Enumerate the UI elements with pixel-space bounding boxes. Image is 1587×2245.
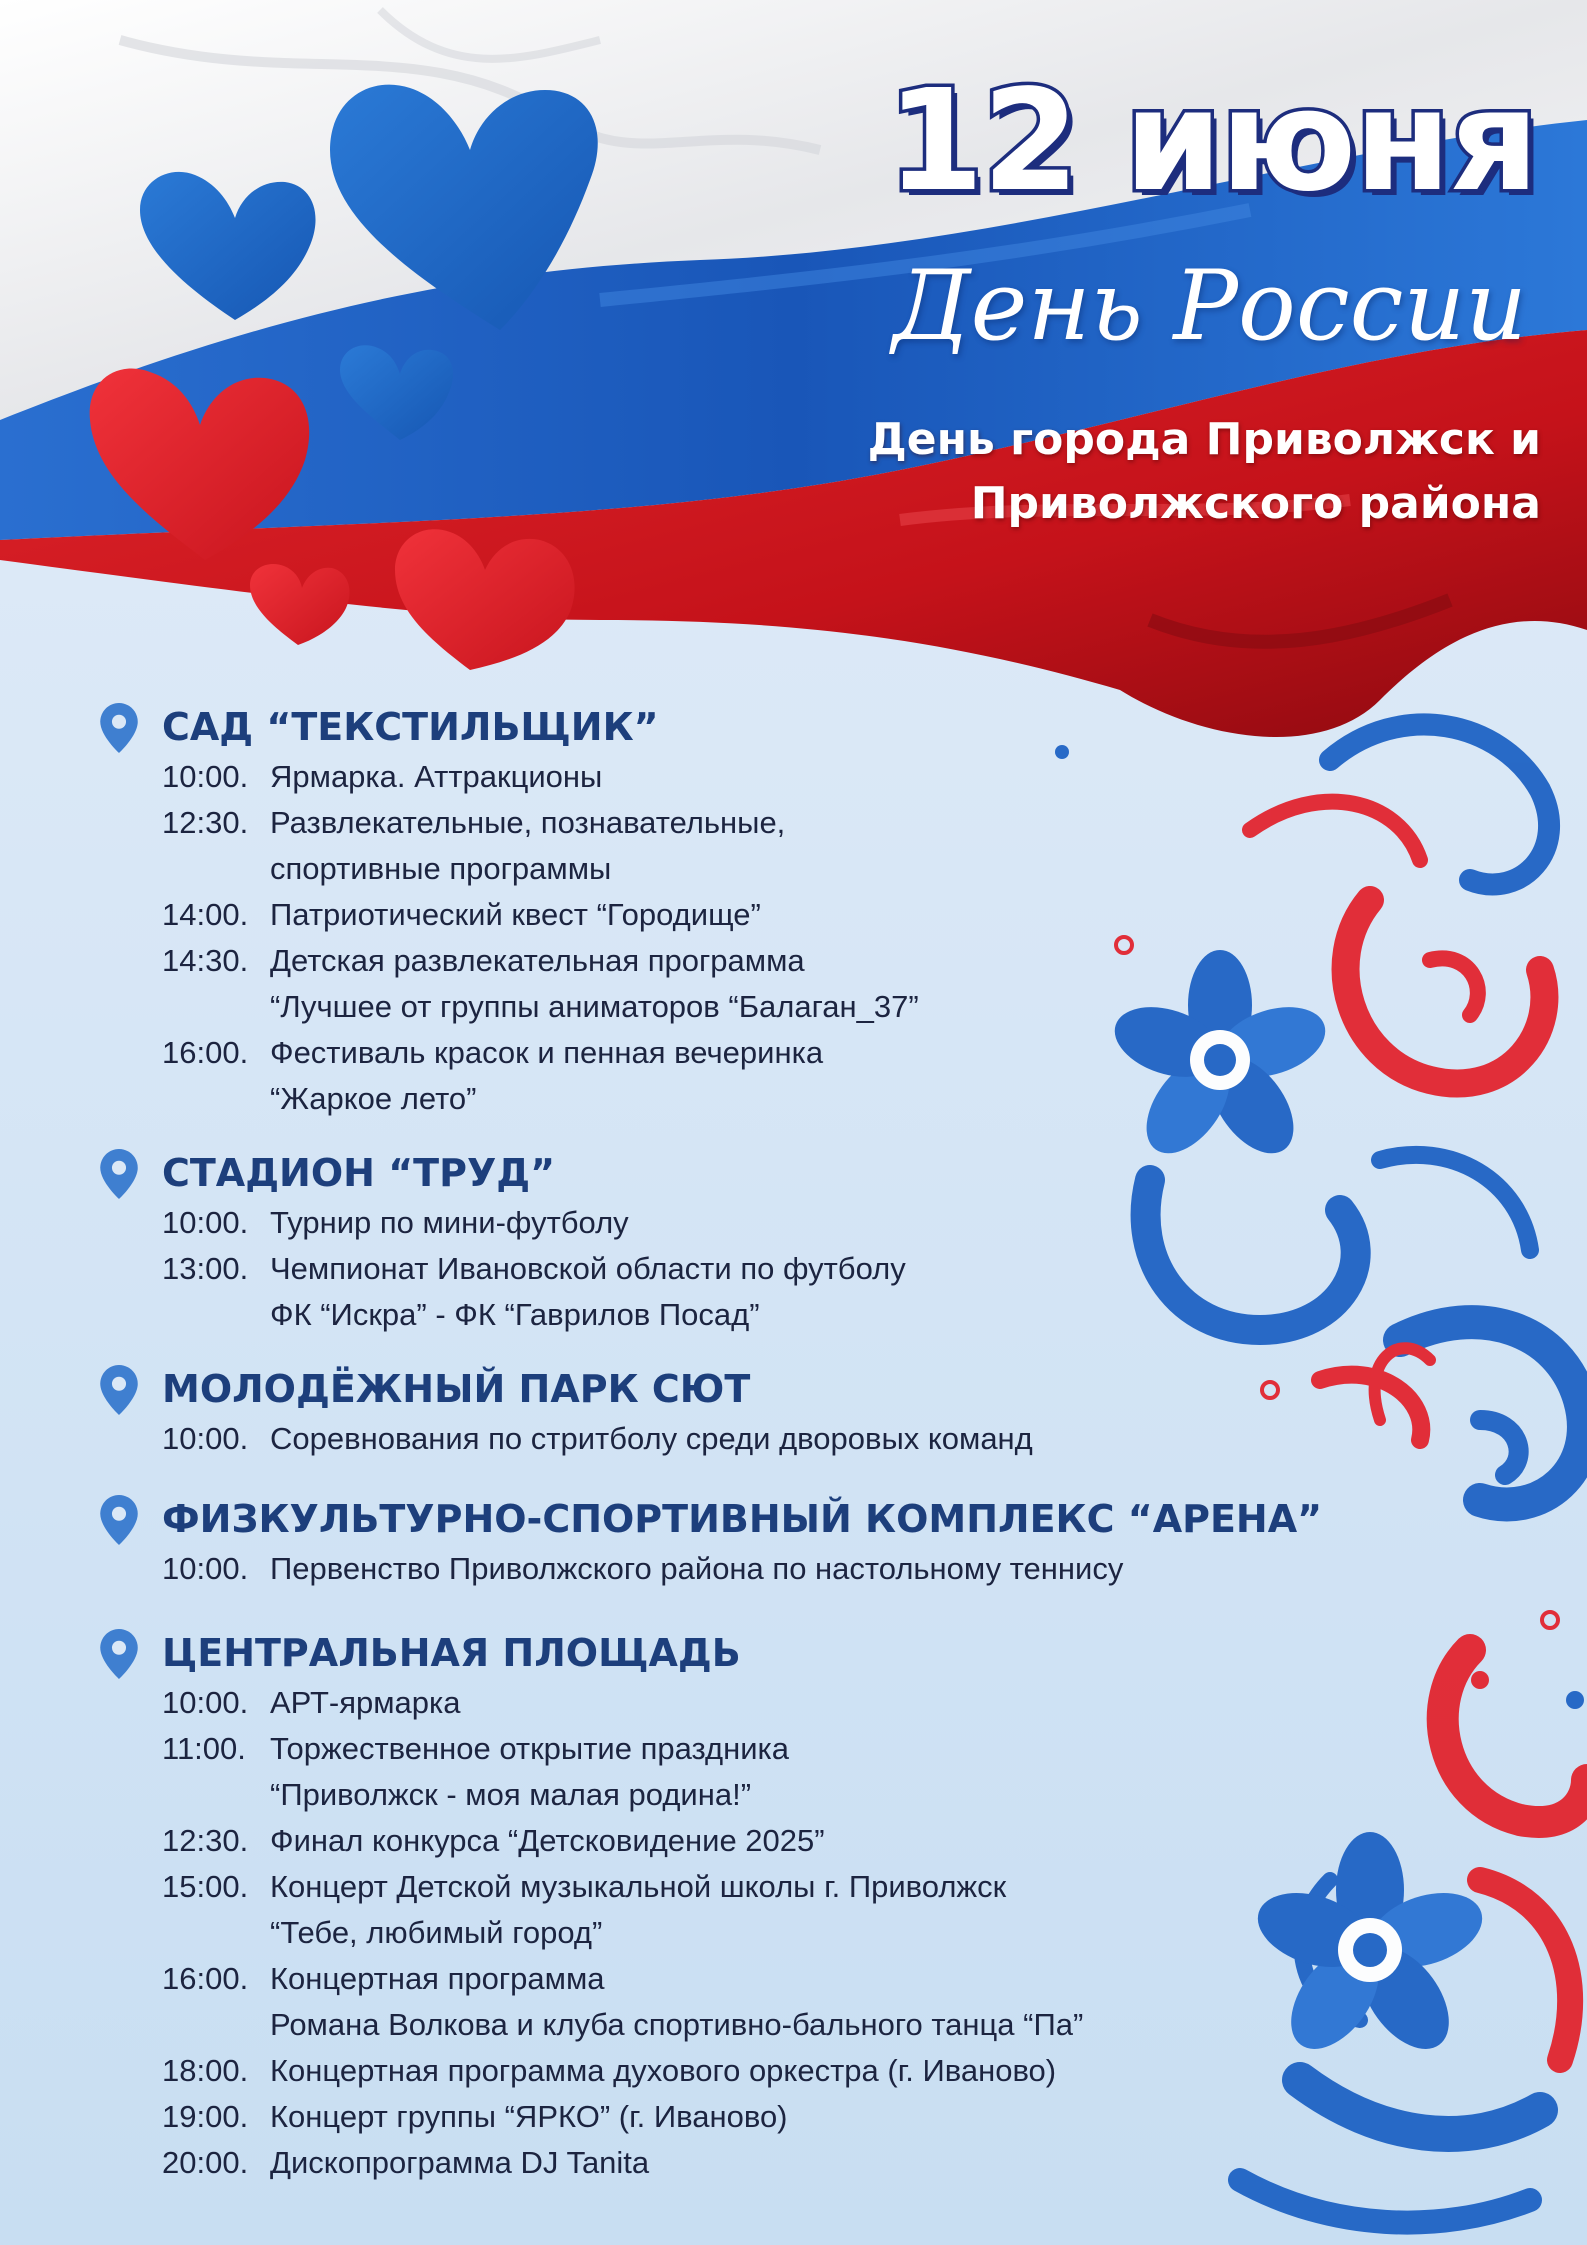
event-title-continued: спортивные программы — [270, 851, 612, 886]
event-item — [162, 1680, 1083, 1726]
event-title: Концерт группы “ЯРКО” (г. Иваново) — [270, 2099, 788, 2134]
event-item — [162, 754, 919, 800]
city-day-subtitle — [868, 408, 1541, 536]
section-header — [100, 1146, 906, 1200]
map-pin-icon — [100, 1365, 138, 1415]
event-title-continued: “Жаркое лето” — [270, 1081, 477, 1116]
event-time: 14:00. — [162, 897, 249, 932]
event-time: 10:00. — [162, 1421, 249, 1456]
event-item — [162, 1726, 1083, 1818]
map-pin-icon — [100, 1629, 138, 1679]
event-time: 13:00. — [162, 1251, 249, 1286]
date-heading: 12 июня — [886, 60, 1537, 223]
event-time: 10:00. — [162, 1551, 249, 1586]
event-title: Фестиваль красок и пенная вечеринка — [270, 1035, 824, 1070]
event-title: Концертная программа — [270, 1961, 605, 1996]
section-title: САД “ТЕКСТИЛЬЩИК” — [162, 705, 659, 749]
event-title-continued: ФК “Искра” - ФК “Гаврилов Посад” — [270, 1297, 760, 1332]
event-title-continued: “Лучшее от группы аниматоров “Балаган_37” — [270, 989, 919, 1024]
event-title: Патриотический квест “Городище” — [270, 897, 761, 932]
section-sad-textilshchik — [100, 700, 919, 1122]
section-title: ФИЗКУЛЬТУРНО-СПОРТИВНЫЙ КОМПЛЕКС “АРЕНА” — [162, 1497, 1323, 1541]
event-title-continued: Романа Волкова и клуба спортивно-бального танца “Па” — [270, 2007, 1084, 2042]
event-item — [162, 1246, 906, 1338]
map-pin-icon — [100, 1495, 138, 1545]
event-item — [162, 1956, 1083, 2048]
event-item — [162, 2140, 1083, 2186]
event-time: 12:30. — [162, 1823, 249, 1858]
event-time: 20:00. — [162, 2145, 249, 2180]
event-item — [162, 1818, 1083, 1864]
section-header — [100, 1492, 1323, 1546]
event-time: 12:30. — [162, 805, 249, 840]
event-title: АРТ-ярмарка — [270, 1685, 461, 1720]
event-item — [162, 1030, 919, 1122]
subtitle-line-2: Приволжского района — [970, 478, 1541, 529]
event-title: Концертная программа духового оркестра (г. Иваново) — [270, 2053, 1057, 2088]
event-time: 18:00. — [162, 2053, 249, 2088]
map-pin-icon — [100, 1149, 138, 1199]
event-title: Торжественное открытие праздника — [270, 1731, 790, 1766]
event-item — [162, 800, 919, 892]
event-title: Чемпионат Ивановской области по футболу — [270, 1251, 906, 1286]
event-title: Финал конкурса “Детсковидение 2025” — [270, 1823, 825, 1858]
event-time: 10:00. — [162, 1205, 249, 1240]
event-time: 16:00. — [162, 1961, 249, 1996]
event-item — [162, 1864, 1083, 1956]
event-time: 14:30. — [162, 943, 249, 978]
section-centralnaya-ploshchad — [100, 1626, 1083, 2186]
folk-ornament — [1055, 724, 1587, 2222]
event-title: Ярмарка. Аттракционы — [270, 759, 603, 794]
event-item — [162, 2094, 1083, 2140]
event-item — [162, 1200, 906, 1246]
section-title: СТАДИОН “ТРУД” — [162, 1151, 556, 1195]
section-stadion-trud — [100, 1146, 906, 1338]
event-item — [162, 892, 919, 938]
holiday-title: День России — [892, 250, 1527, 362]
event-time: 19:00. — [162, 2099, 249, 2134]
section-title: МОЛОДЁЖНЫЙ ПАРК СЮТ — [162, 1367, 751, 1411]
section-header — [100, 1626, 1083, 1680]
event-time: 10:00. — [162, 1685, 249, 1720]
event-item — [162, 938, 919, 1030]
event-title-continued: “Тебе, любимый город” — [270, 1915, 603, 1950]
subtitle-line-1: День города Приволжск и — [867, 414, 1541, 465]
section-header — [100, 1362, 1033, 1416]
event-title: Первенство Приволжского района по настольному теннису — [270, 1551, 1124, 1586]
section-molodezhny-park — [100, 1362, 1033, 1462]
event-title: Концерт Детской музыкальной школы г. Приволжск — [270, 1869, 1007, 1904]
event-title: Турнир по мини-футболу — [270, 1205, 629, 1240]
event-time: 16:00. — [162, 1035, 249, 1070]
event-item — [162, 2048, 1083, 2094]
event-title: Развлекательные, познавательные, — [270, 805, 786, 840]
event-item — [162, 1546, 1123, 1592]
event-time: 15:00. — [162, 1869, 249, 1904]
event-title-continued: “Приволжск - моя малая родина!” — [270, 1777, 752, 1812]
event-title: Дископрограмма DJ Tanita — [270, 2145, 650, 2180]
event-item — [162, 1416, 1033, 1462]
event-time: 11:00. — [162, 1731, 246, 1766]
event-title: Детская развлекательная программа — [270, 943, 805, 978]
section-header — [100, 700, 919, 754]
map-pin-icon — [100, 703, 138, 753]
event-title: Соревнования по стритболу среди дворовых команд — [270, 1421, 1033, 1456]
section-arena — [100, 1492, 1323, 1592]
section-title: ЦЕНТРАЛЬНАЯ ПЛОЩАДЬ — [162, 1631, 741, 1675]
event-time: 10:00. — [162, 759, 249, 794]
